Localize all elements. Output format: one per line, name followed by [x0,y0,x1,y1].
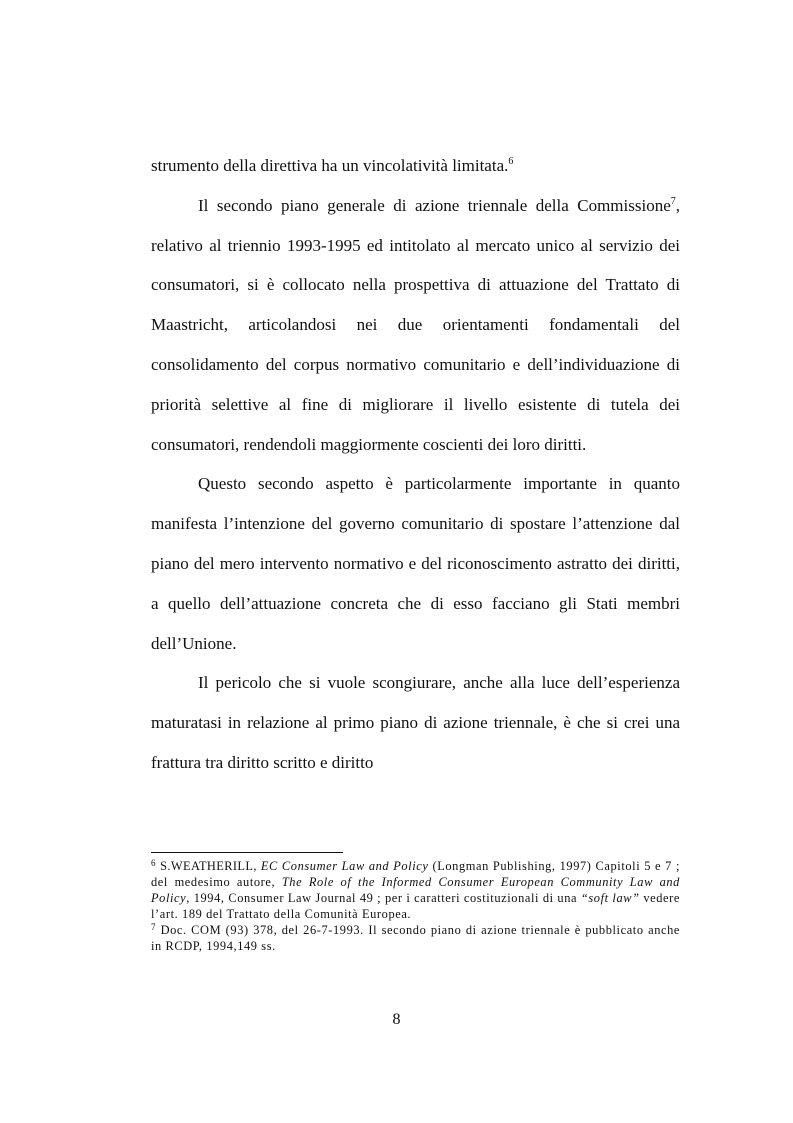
page-number: 8 [392,1011,401,1028]
paragraph-danger [151,663,680,782]
paragraph-second-plan [151,186,680,465]
paragraph-text: strumento della direttiva ha un vincolatività limitata. [151,156,509,175]
footnote-title: EC Consumer Law and Policy [260,859,429,873]
footnote-text: , 1994, Consumer Law Journal 49 ; per i caratteri costituzionali di una [186,891,581,905]
paragraph-text: Questo secondo aspetto è particolarmente importante in quanto manifesta l’intenzione del governo comunitario di spostare l’attenzione dal piano del mero intervento normativo e del riconoscimento astratto dei diritti, a quello dell’attuazione concreta che di esso facciano gli Stati membri dell’Unione. [151,474,680,653]
footnote-text: (Longman Publishing, 1997) Capitoli 5 e 7 ; del medesimo autore, [151,859,680,889]
footnote-title: “soft law” [580,891,640,905]
paragraph-text: Il secondo piano generale di azione triennale della Commissione [198,195,671,215]
body-text [151,146,680,783]
footnote-6 [151,858,680,922]
footnote-text: Doc. COM (93) 378, del 26-7-1993. Il secondo piano di azione triennale è pubblicato anche in RCDP, 1994,149 ss. [151,923,680,953]
footnote-title: The Role of the Informed Consumer European Community Law and Policy [151,875,680,905]
footnote-mark: 7 [151,922,157,932]
footnote-7 [151,922,680,954]
footnotes [151,858,680,954]
paragraph-text: Il pericolo che si vuole scongiurare, anche alla luce dell’esperienza maturatasi in relazione al primo piano di azione triennale, è che si crei una frattura tra diritto scritto e diritto [151,673,680,772]
paragraph-continuation [151,146,680,186]
footnote-author: S.WEATHERILL, [160,859,257,873]
footnote-mark: 6 [151,858,157,868]
paragraph-text: , relativo al triennio 1993-1995 ed intitolato al mercato unico al servizio dei consumatori, si è collocato nella prospettiva di attuazione del Trattato di Maastricht, articolandosi nei due orientamenti fondamentali del consolidamento del corpus normativo comunitario e dell’individuazione di priorità selettive al fine di migliorare il livello esistente di tutela dei consumatori, rendendoli maggiormente coscienti dei loro diritti. [151,195,680,454]
footnote-ref-7: 7 [670,195,676,207]
paragraph-second-aspect [151,464,680,663]
footnote-ref-6: 6 [508,156,514,167]
footnote-text: vedere l’art. 189 del Trattato della Comunità Europea. [151,891,680,921]
footnote-separator [151,852,343,853]
